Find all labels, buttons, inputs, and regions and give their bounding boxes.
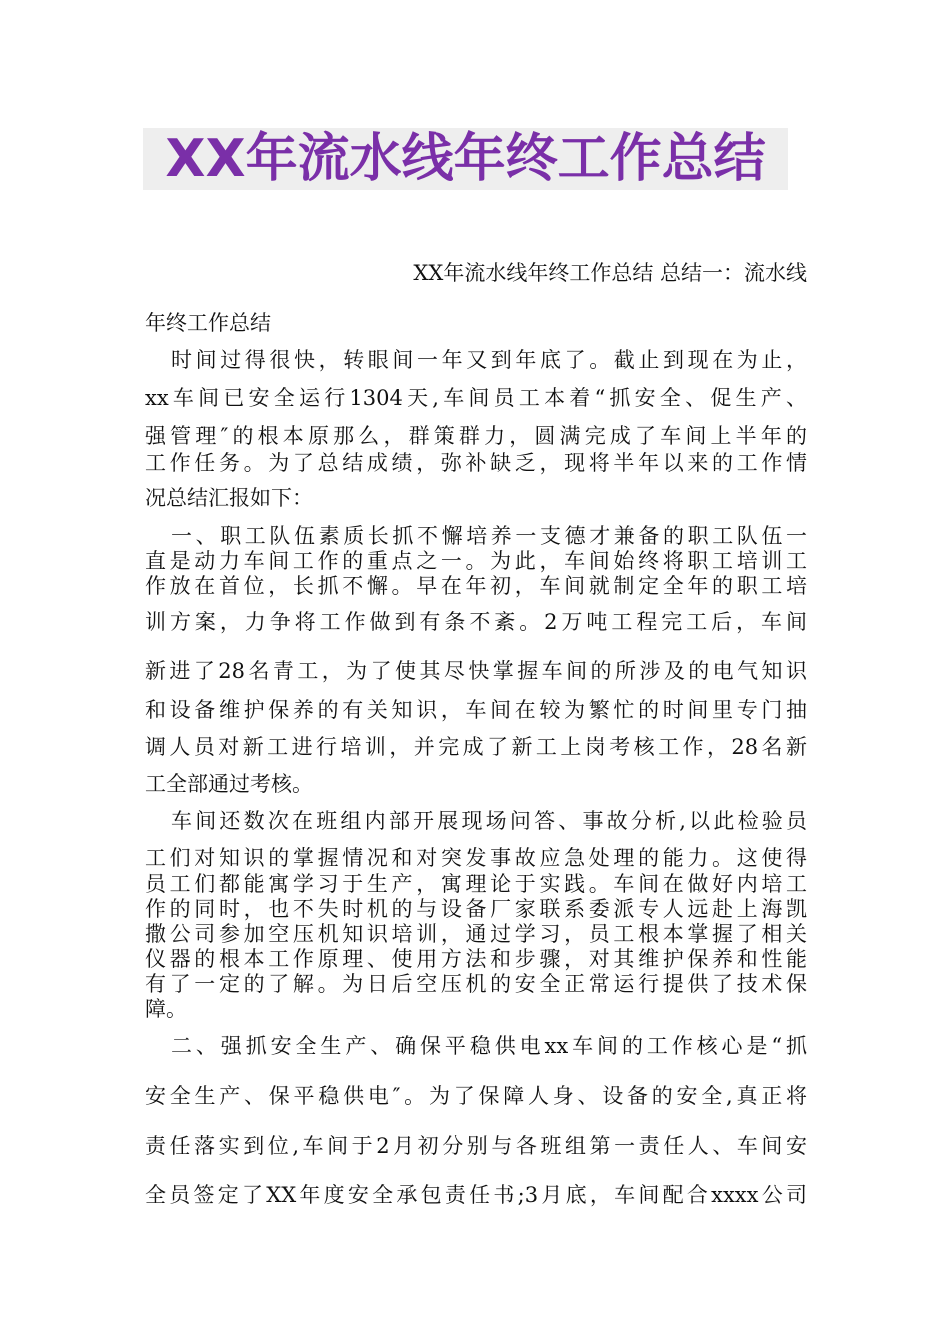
text-line: 工们对知识的掌握情况和对突发事故应急处理的能力。这使得 [145,846,807,870]
text-line: 和设备维护保养的有关知识，车间在较为繁忙的时间里专门抽 [145,698,807,722]
text-line: 撒公司参加空压机知识培训，通过学习，员工根本掌握了相关 [145,922,807,946]
title-highlight [143,128,788,190]
text-line: 时间过得很快，转眼间一年又到年底了。截止到现在为止， [171,348,807,372]
text-line: 有了一定的了解。为日后空压机的安全正常运行提供了技术保 [145,972,807,996]
text-line: 安全生产、保平稳供电″。为了保障人身、设备的安全,真正将 [145,1084,807,1108]
text-line: 作的同时，也不失时机的与设备厂家联系委派专人远赴上海凯 [145,897,807,921]
text-line: 工作任务。为了总结成绩，弥补缺乏，现将半年以来的工作情 [145,451,807,475]
document-title: XX年流水线年终工作总结 [165,129,766,189]
text-line: 调人员对新工进行培训，并完成了新工上岗考核工作，28名新 [145,735,807,759]
text-line: 强管理″的根本原那么，群策群力，圆满完成了车间上半年的 [145,424,807,448]
text-line: 直是动力车间工作的重点之一。为此，车间始终将职工培训工 [145,549,807,573]
text-line: xx车间已安全运行1304天,车间员工本着“抓安全、促生产、 [145,386,807,410]
text-line: 二、强抓安全生产、确保平稳供电xx车间的工作核心是“抓 [171,1034,807,1058]
text-line: 仪器的根本工作原理、使用方法和步骤，对其维护保养和性能 [145,947,807,971]
text-line: 车间还数次在班组内部开展现场问答、事故分析,以此检验员 [171,809,807,833]
text-line: XX年流水线年终工作总结 总结一：流水线 [413,261,807,285]
text-line: 年终工作总结 [145,311,271,335]
text-line: 新进了28名青工，为了使其尽快掌握车间的所涉及的电气知识 [145,659,807,683]
text-line: 一、职工队伍素质长抓不懈培养一支德才兼备的职工队伍一 [171,524,807,548]
text-line: 全员签定了XX年度安全承包责任书;3月底，车间配合xxxx公司 [145,1183,807,1207]
text-line: 工全部通过考核。 [145,772,313,796]
text-line: 员工们都能寓学习于生产，寓理论于实践。车间在做好内培工 [145,872,807,896]
text-line: 责任落实到位,车间于2月初分别与各班组第一责任人、车间安 [145,1134,807,1158]
text-line: 训方案，力争将工作做到有条不紊。2万吨工程完工后，车间 [145,610,807,634]
text-line: 障。 [145,997,187,1021]
text-line: 作放在首位，长抓不懈。早在年初，车间就制定全年的职工培 [145,574,807,598]
text-line: 况总结汇报如下： [145,486,313,510]
